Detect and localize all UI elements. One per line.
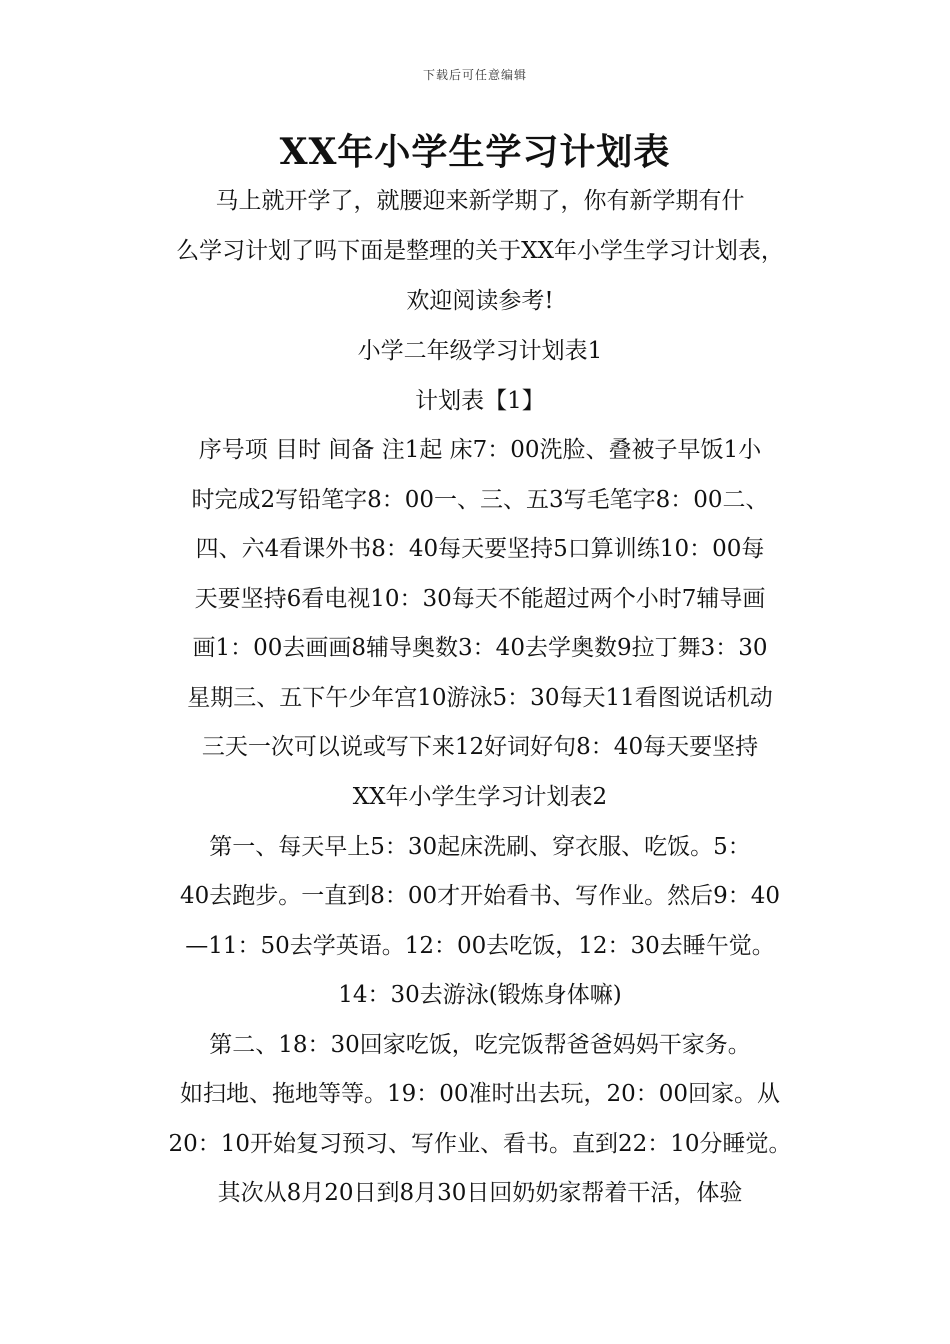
body-line: 么学习计划了吗下面是整理的关于XX年小学生学习计划表， xyxy=(176,238,784,264)
section-heading: 小学二年级学习计划表1 xyxy=(357,338,603,364)
body-line: 画1：00去画画8辅导奥数3：40去学奥数9拉丁舞3：30 xyxy=(192,635,768,661)
body-line: 星期三、五下午少年宫10游泳5：30每天11看图说话机动 xyxy=(187,685,773,711)
section-heading: XX年小学生学习计划表2 xyxy=(352,784,608,810)
body-line: 序号项 目时 间备 注1起 床7：00洗脸、叠被子早饭1小 xyxy=(198,437,762,463)
body-line: 时完成2写铅笔字8：00一、三、五3写毛笔字8：00二、 xyxy=(191,487,769,513)
header-note: 下载后可任意编辑 xyxy=(422,68,527,82)
body-line: 三天一次可以说或写下来12好词好句8：40每天要坚持 xyxy=(201,734,759,760)
body-line: 第一、每天早上5：30起床洗刷、穿衣服、吃饭。5： xyxy=(209,834,751,860)
body-line: 其次从8月20日到8月30日回奶奶家帮着干活，体验 xyxy=(217,1180,743,1206)
body-line: 如扫地、拖地等等。19：00准时出去玩，20：00回家。从 xyxy=(179,1081,781,1107)
document-title: XX年小学生学习计划表 xyxy=(279,131,671,173)
body-line: 20：10开始复习预习、写作业、看书。直到22：10分睡觉。 xyxy=(168,1131,792,1157)
body-line: 四、六4看课外书8：40每天要坚持5口算训练10：00每 xyxy=(195,536,765,562)
body-line: 欢迎阅读参考! xyxy=(406,288,554,314)
body-line: 天要坚持6看电视10：30每天不能超过两个小时7辅导画 xyxy=(194,586,766,612)
body-line: 马上就开学了，就腰迎来新学期了，你有新学期有什 xyxy=(215,188,745,214)
body-line: 14：30去游泳(锻炼身体嘛) xyxy=(338,982,622,1008)
body-line: 第二、18：30回家吃饭，吃完饭帮爸爸妈妈干家务。 xyxy=(209,1032,751,1058)
body-line: 40去跑步。一直到8：00才开始看书、写作业。然后9：40 xyxy=(179,883,781,909)
body-line: —11：50去学英语。12：00去吃饭，12：30去睡午觉。 xyxy=(185,933,775,959)
section-subheading: 计划表【1】 xyxy=(415,388,545,414)
